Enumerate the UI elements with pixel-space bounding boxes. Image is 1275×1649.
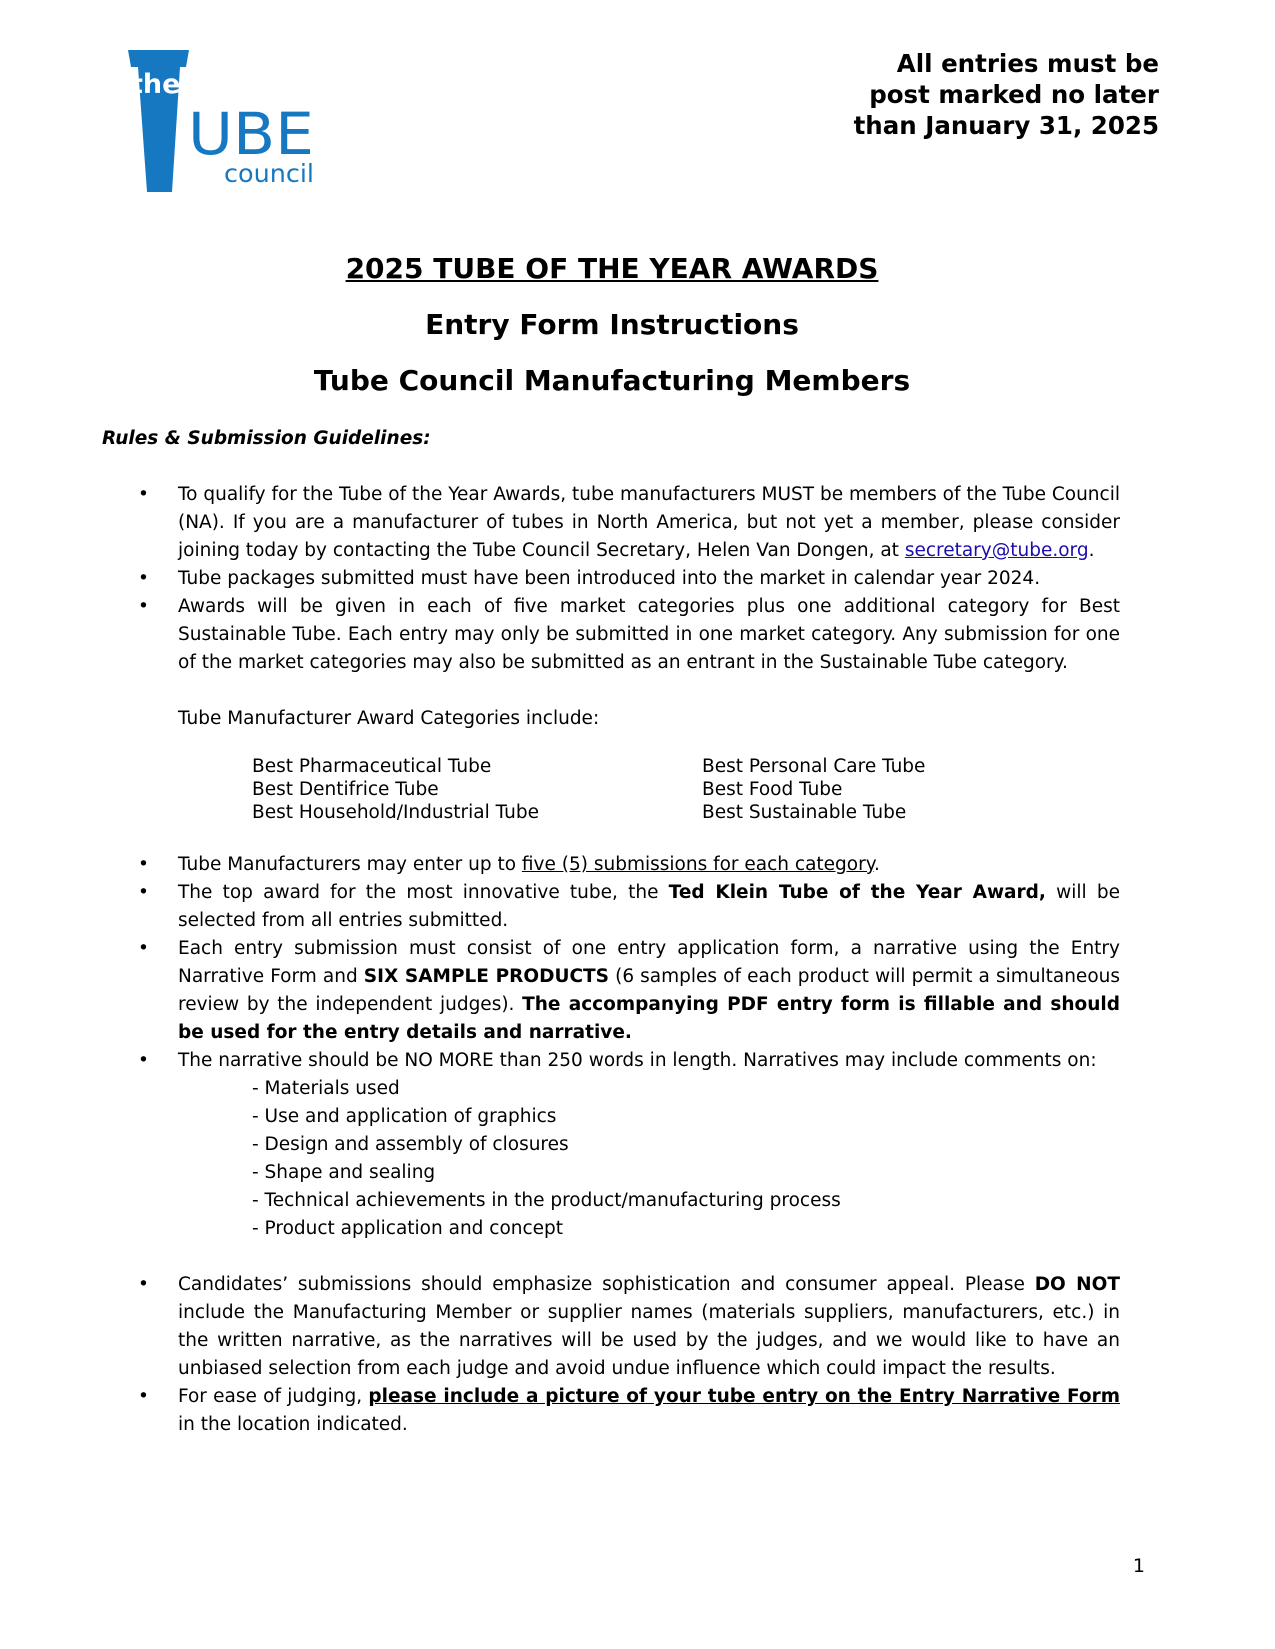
bullet-icon: • xyxy=(138,854,149,875)
rule-membership-text: To qualify for the Tube of the Year Awards, tube manufacturers MUST be members of the Tube Council (NA). If you are a manufacturer of tubes in North America, but not yet a member, please consider joining today by contacting the Tube Council Secretary, Helen Van Dongen, at xyxy=(178,484,1120,561)
category-item: Best Household/Industrial Tube xyxy=(252,802,539,823)
bullet-icon: • xyxy=(138,568,149,589)
bullet-icon: • xyxy=(138,938,149,959)
category-item: Best Personal Care Tube xyxy=(702,756,926,777)
narrative-topic: - Technical achievements in the product/manufacturing process xyxy=(252,1190,841,1211)
deadline-line-3: than January 31, 2025 xyxy=(853,111,1159,140)
rules-content xyxy=(138,481,1120,1439)
rule-top-award: • The top award for the most innovative tube, the Ted Klein Tube of the Year Award, will be selected from all entries submitted. xyxy=(138,879,1120,935)
rule-no-supplier-names: • Candidates’ submissions should emphasize sophistication and consumer appeal. Please DO NOT include the Manufacturing Member or supplier names (materials suppliers, manufacturers, etc.) in the written narrative, as the narratives will be used by the judges, and we would like to have an unbiased selection from each judge and avoid undue influence which could impact the results. xyxy=(138,1271,1120,1383)
category-list xyxy=(138,755,1120,824)
bullet-icon: • xyxy=(138,596,149,617)
rule-include-picture: • For ease of judging, please include a picture of your tube entry on the Entry Narrative Form in the location indicated. xyxy=(138,1383,1120,1439)
rule-membership: • To qualify for the Tube of the Year Awards, tube manufacturers MUST be members of the Tube Council (NA). If you are a manufacturer of tubes in North America, but not yet a member, please consider joining today by contacting the Tube Council Secretary, Helen Van Dongen, at secretary@tube.org. xyxy=(138,481,1120,565)
rule-entry-contents: • Each entry submission must consist of one entry application form, a narrative using the Entry Narrative Form and SIX SAMPLE PRODUCTS (6 samples of each product will permit a simultaneous review by the independent judges). The accompanying PDF entry form is fillable and should be used for the entry details and narrative. xyxy=(138,935,1120,1047)
category-item: Best Pharmaceutical Tube xyxy=(252,756,492,777)
category-item: Best Food Tube xyxy=(702,779,843,800)
deadline-line-1: All entries must be xyxy=(896,49,1159,78)
narrative-topic: - Design and assembly of closures xyxy=(252,1134,569,1155)
category-item: Best Dentifrice Tube xyxy=(252,779,439,800)
rule-submission-limit: • Tube Manufacturers may enter up to five (5) submissions for each category. xyxy=(138,851,1120,879)
document-title: 2025 TUBE OF THE YEAR AWARDS xyxy=(345,252,879,285)
bullet-icon: • xyxy=(138,1274,149,1295)
document-subtitle: Entry Form Instructions xyxy=(425,308,799,341)
logo-tube-text: UBE xyxy=(188,100,314,168)
section-heading: Rules & Submission Guidelines: xyxy=(102,428,431,449)
category-item: Best Sustainable Tube xyxy=(702,802,907,823)
narrative-topic: - Shape and sealing xyxy=(252,1162,436,1183)
narrative-topic: - Use and application of graphics xyxy=(252,1106,557,1127)
bullet-icon: • xyxy=(138,882,149,903)
deadline-line-2: post marked no later xyxy=(869,80,1159,109)
rule-categories: • Awards will be given in each of five market categories plus one additional category for Best Sustainable Tube. Each entry may only be submitted in one market category. Any submission for one of the market categories may also be submitted as an entrant in the Sustainable Tube category. xyxy=(138,593,1120,677)
bullet-icon: • xyxy=(138,1050,149,1071)
document-audience: Tube Council Manufacturing Members xyxy=(313,364,911,397)
deadline-notice xyxy=(799,48,1159,141)
logo-the-text: the xyxy=(130,69,181,100)
page-number: 1 xyxy=(1132,1555,1145,1577)
categories-intro: Tube Manufacturer Award Categories include: xyxy=(178,708,600,729)
bullet-icon: • xyxy=(138,484,149,505)
tube-council-logo xyxy=(128,50,328,200)
narrative-topic: - Materials used xyxy=(252,1078,400,1099)
secretary-email-link[interactable]: secretary@tube.org xyxy=(904,540,1089,561)
bullet-icon: • xyxy=(138,1386,149,1407)
rule-calendar-year: • Tube packages submitted must have been introduced into the market in calendar year 2024. xyxy=(138,565,1120,593)
narrative-topic: - Product application and concept xyxy=(252,1218,564,1239)
rule-narrative-length: • The narrative should be NO MORE than 250 words in length. Narratives may include comments on: xyxy=(138,1047,1120,1075)
narrative-topic-list xyxy=(138,1075,1120,1243)
logo-council-text: council xyxy=(224,159,314,188)
